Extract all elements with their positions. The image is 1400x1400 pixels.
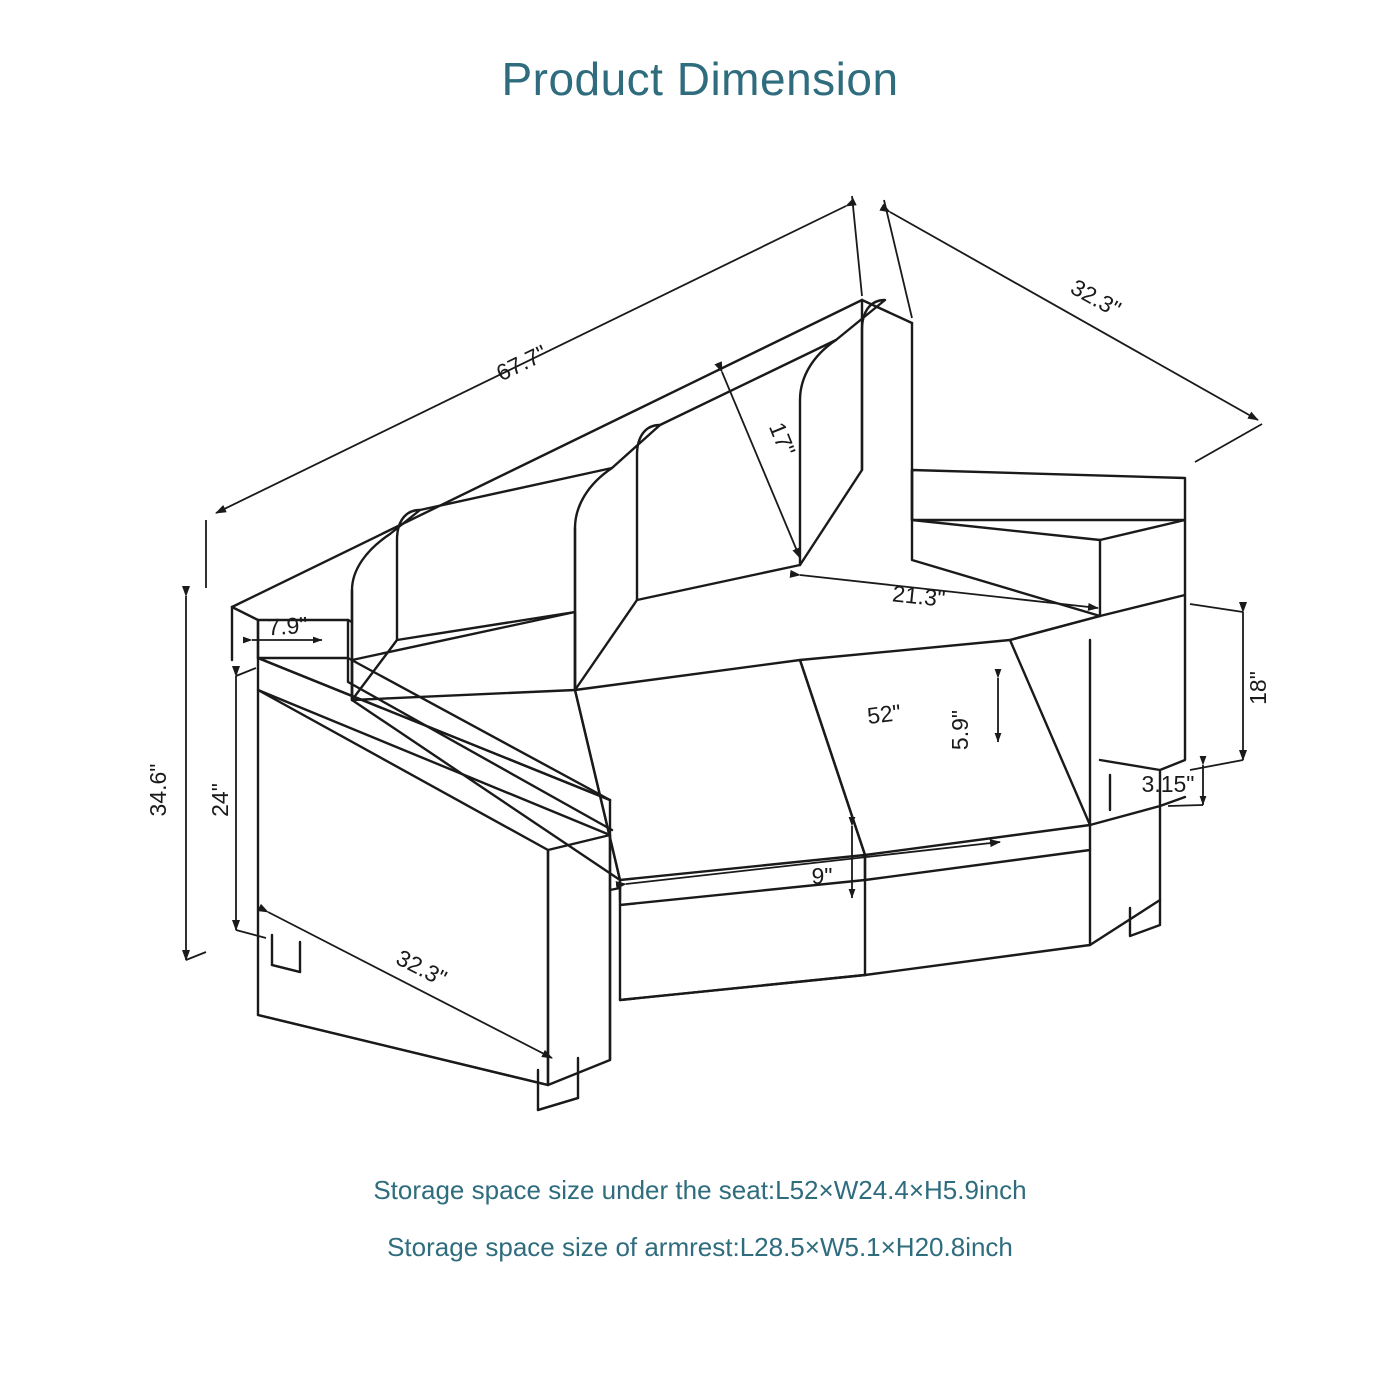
dim-label-seat-depth: 21.3" [891, 580, 947, 612]
dim-label-depth-top: 32.3" [1066, 273, 1126, 323]
sofa-outline [232, 300, 1185, 1110]
page-title: Product Dimension [501, 53, 899, 105]
dim-label-storage-depth: 5.9" [947, 709, 973, 751]
dim-label-seat-length: 52" [865, 699, 903, 730]
dim-label-back-cushion-height: 17" [764, 418, 801, 460]
dim-label-arm-height: 24" [207, 783, 233, 817]
dim-label-seat-height: 18" [1245, 671, 1271, 705]
note-seat-storage: Storage space size under the seat:L52×W24.4×H5.9inch [373, 1175, 1027, 1205]
dim-label-overall-height: 34.6" [145, 763, 171, 817]
dim-label-back-length: 67.7" [492, 339, 551, 387]
dim-label-leg-height: 3.15" [1141, 771, 1195, 797]
dim-label-arm-width: 7.9" [266, 611, 309, 641]
dim-label-side-depth: 32.3" [392, 944, 452, 992]
note-armrest-storage: Storage space size of armrest:L28.5×W5.1×H20.8inch [387, 1232, 1013, 1262]
dim-label-base-height: 9" [811, 863, 833, 889]
dimension-labels [145, 274, 1271, 992]
